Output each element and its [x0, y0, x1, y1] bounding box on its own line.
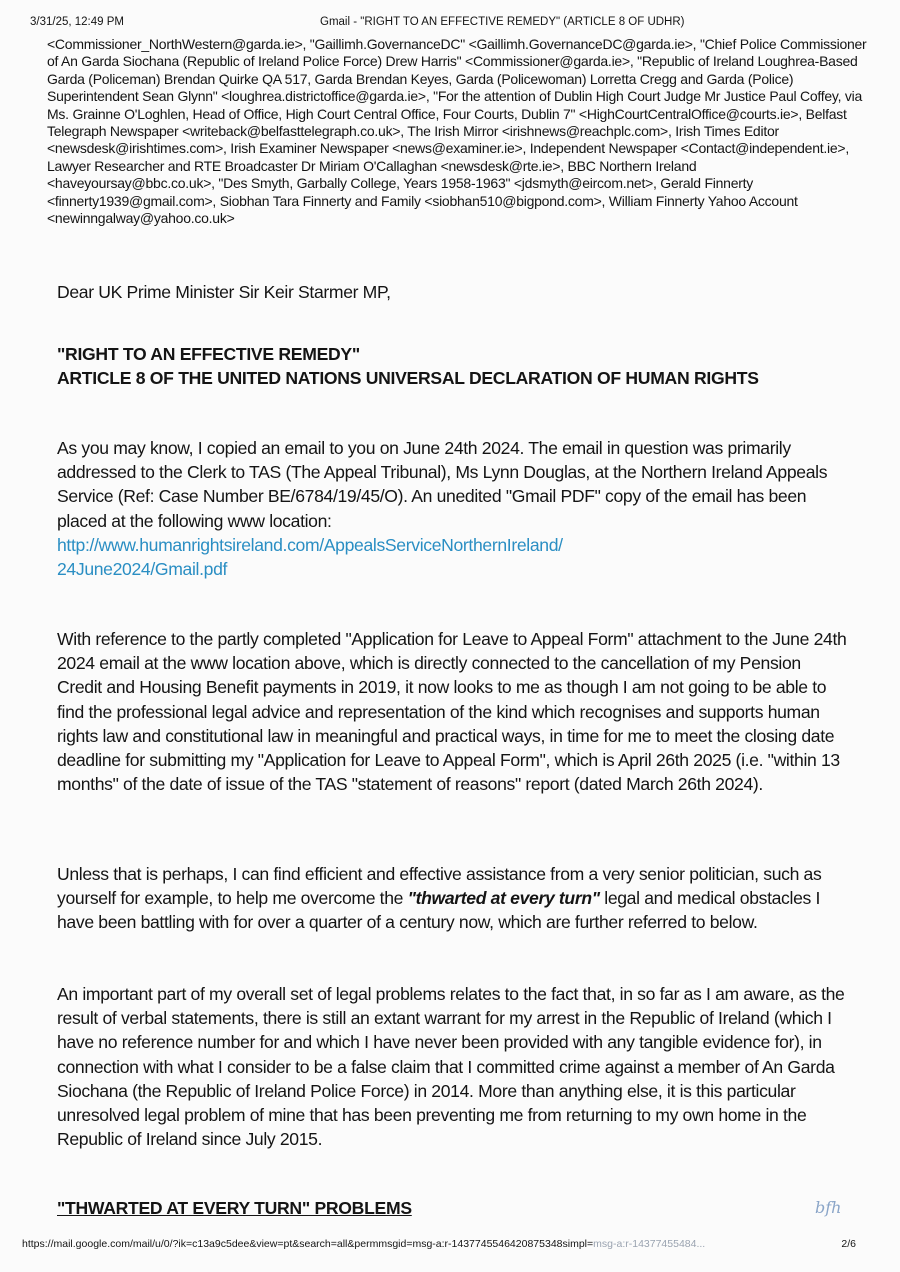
section-heading: "THWARTED AT EVERY TURN" PROBLEMS	[57, 1198, 412, 1218]
heading-line-1: "RIGHT TO AN EFFECTIVE REMEDY"	[57, 344, 360, 364]
print-title: Gmail - "RIGHT TO AN EFFECTIVE REMEDY" (ARTICLE 8 OF UDHR)	[320, 16, 685, 28]
paragraph-3-after: legal and medical obstacles I have been battling with for over a quarter of a century now, which are further referred to below.	[57, 888, 821, 933]
paragraph-3-before: Unless that is perhaps, I can find efficient and effective assistance from a very senior politician, such as yourself for example, to help me overcome the	[57, 864, 822, 909]
print-footer	[22, 1238, 870, 1252]
print-timestamp: 3/31/25, 12:49 PM	[30, 16, 124, 28]
print-header	[30, 16, 870, 32]
paragraph-1	[57, 436, 847, 581]
paragraph-4: An important part of my overall set of legal problems relates to the fact that, in so far as I am aware, as the result of verbal statements, there is still an extant warrant for my arrest in the Republic of Ireland (which I have no reference number for and which I have never been provided with any tangible evidence for), in connection with what I consider to be a false claim that I committed crime against a member of An Garda Siochana (the Republic of Ireland Police Force) in 2014. More than anything else, it is this particular unresolved legal problem of mine that has been preventing me from returning to my own home in the Republic of Ireland since July 2015.	[57, 984, 845, 1150]
pdf-link-line-1[interactable]: http://www.humanrightsireland.com/AppealsServiceNorthernIreland/	[57, 534, 563, 555]
pdf-link-line-2[interactable]: 24June2024/Gmail.pdf	[57, 559, 228, 580]
letter-heading	[57, 342, 847, 390]
footer-url	[22, 1238, 705, 1250]
handwritten-initials: bfh	[815, 1198, 842, 1217]
heading-line-2: ARTICLE 8 OF THE UNITED NATIONS UNIVERSAL DECLARATION OF HUMAN RIGHTS	[57, 368, 759, 389]
paragraph-3-emphasis: "thwarted at every turn"	[407, 888, 600, 909]
footer-url-faded: msg-a:r-14377455484...	[593, 1238, 706, 1250]
paragraph-2: With reference to the partly completed "Application for Leave to Appeal Form" attachment to the June 24th 2024 email at the www location above, which is directly connected to the cancellation of my Pension Credit and Housing Benefit payments in 2019, it now looks to me as though I am not going to be able to find the professional legal advice and representation of the kind which recognises and supports human rights law and constitutional law in meaningful and practical ways, in time for me to meet the closing date deadline for submitting my "Application for Leave to Appeal Form", which is April 26th 2025 (i.e. "within 13 months" of the date of issue of the TAS "statement of reasons" report (dated March 26th 2024).	[57, 629, 847, 795]
pdf-link[interactable]	[57, 533, 847, 581]
letter-greeting: Dear UK Prime Minister Sir Keir Starmer MP,	[57, 282, 391, 302]
page-number: 2/6	[841, 1238, 856, 1250]
recipients-list: <Commissioner_NorthWestern@garda.ie>, "Gaillimh.GovernanceDC" <Gaillimh.GovernanceDC@garda.ie>, "Chief Police Commissioner of An Garda Siochana (Republic of Ireland Police Force) Drew Harris" <Commissioner@garda.ie>, "Republic of Ireland Loughrea-Based Garda (Policeman) Brendan Quirke QA 517, Garda Brendan Keyes, Garda (Policewoman) Lorretta Cregg and Garda (Police) Superintendent Sean Glynn" <loughrea.districtoffice@garda.ie>, "For the attention of Dublin High Court Judge Mr Justice Paul Coffey, via Ms. Grainne O'Loghlen, Head of Office, High Court Central Office, Four Courts, Dublin 7" <HighCourtCentralOffice@courts.ie>, Belfast Telegraph Newspaper <writeback@belfasttelegraph.co.uk>, The Irish Mirror <irishnews@reachplc.com>, Irish Times Editor <newsdesk@irishtimes.com>, Irish Examiner Newspaper <news@examiner.ie>, Independent Newspaper <Contact@independent.ie>, Lawyer Researcher and RTE Broadcaster Dr Miriam O'Callaghan <newsdesk@rte.ie>, BBC Northern Ireland <haveyoursay@bbc.co.uk>, "Des Smyth, Garbally College, Years 1958-1963" <jdsmyth@eircom.net>, Gerald Finnerty <finnerty1939@gmail.com>, Siobhan Tara Finnerty and Family <siobhan510@bigpond.com>, William Finnerty Yahoo Account <newinngalway@yahoo.co.uk>	[47, 36, 867, 227]
paragraph-3	[57, 862, 847, 935]
footer-url-text: https://mail.google.com/mail/u/0/?ik=c13a9c5dee&view=pt&search=all&permmsgid=msg-a:r-1437745546420875348simpl=	[22, 1238, 594, 1250]
paragraph-1-text: As you may know, I copied an email to you on June 24th 2024. The email in question was primarily addressed to the Clerk to TAS (The Appeal Tribunal), Ms Lynn Douglas, at the Northern Ireland Appeals Service (Ref: Case Number BE/6784/19/45/O). An unedited "Gmail PDF" copy of the email has been placed at the following www location:	[57, 438, 828, 531]
